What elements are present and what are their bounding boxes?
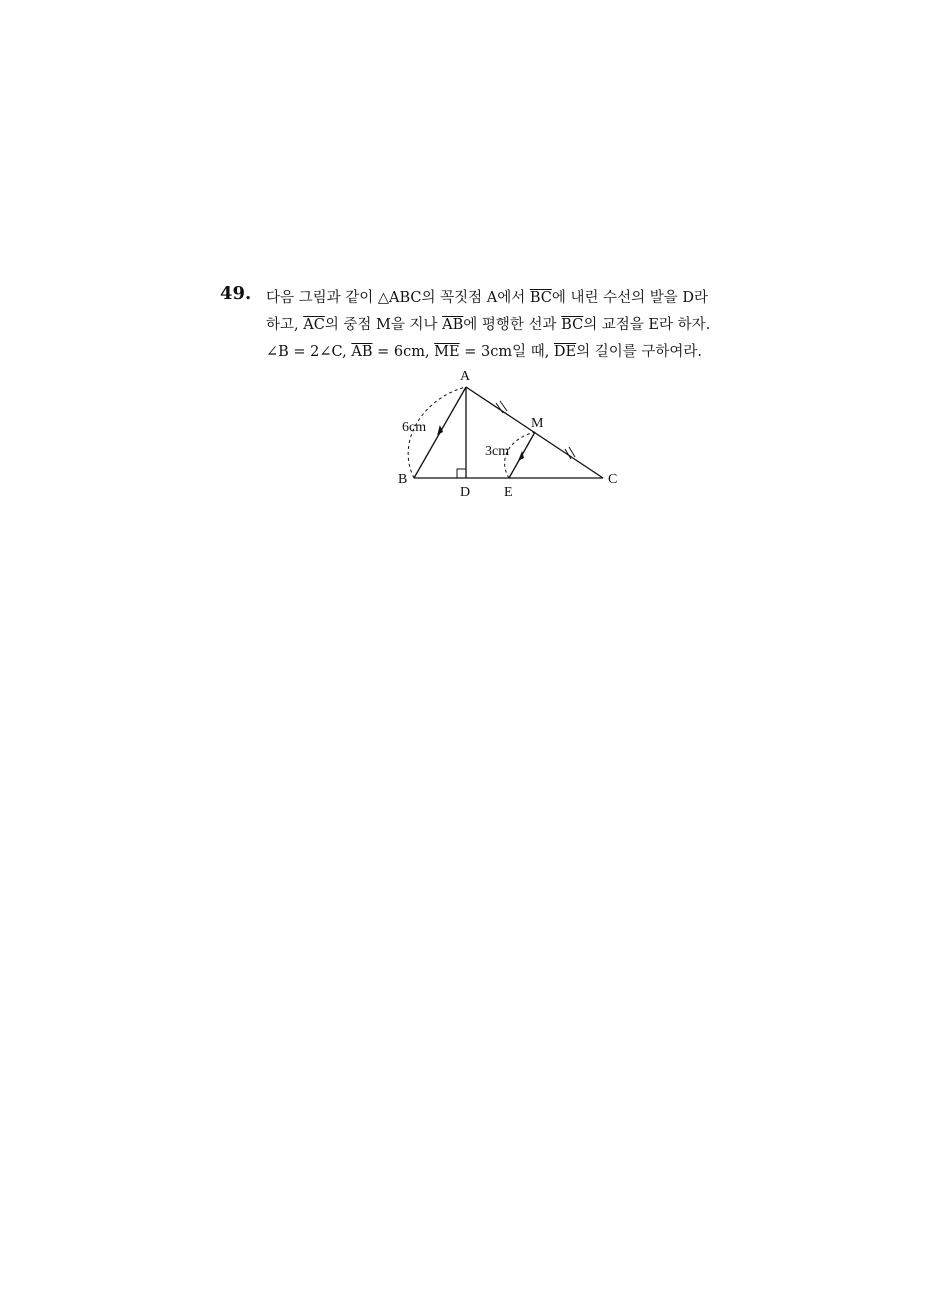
label-me-length: 3cm (485, 444, 510, 459)
text-fragment: ∠B = 2∠C, (266, 344, 352, 360)
statement-line-2 (266, 312, 786, 339)
text-fragment: 하고, (266, 317, 304, 333)
label-b: B (398, 472, 408, 487)
label-a: A (460, 369, 471, 384)
statement-line-1 (266, 285, 786, 312)
segment-ac: $\overline{AC}$ (303, 317, 325, 333)
text-fragment: 의 중점 M을 지나 (324, 317, 443, 333)
label-d: D (460, 485, 471, 500)
triangle-figure (390, 365, 630, 509)
label-m: M (531, 416, 544, 431)
problem-number: 49. (220, 283, 252, 304)
tick-mark-am (496, 401, 507, 413)
label-c: C (608, 472, 618, 487)
problem-statement (266, 285, 786, 366)
triangle-diagram (390, 365, 630, 505)
segment-me: $\overline{ME}$ (434, 344, 460, 360)
segment-de: $\overline{DE}$ (553, 344, 577, 360)
text-fragment: 의 교점을 E라 하자. (583, 317, 711, 333)
text-fragment: 다음 그림과 같이 △ABC의 꼭짓점 A에서 (266, 290, 530, 306)
label-ab-length: 6cm (402, 420, 427, 435)
segment-ab: $\overline{AB}$ (351, 344, 373, 360)
label-e: E (504, 485, 513, 500)
text-fragment: 의 길이를 구하여라. (576, 344, 703, 360)
text-fragment: = 6cm, (372, 344, 435, 360)
segment-bc: $\overline{BC}$ (529, 290, 552, 306)
text-fragment: 에 내린 수선의 발을 D라 (551, 290, 709, 306)
statement-line-3 (266, 339, 786, 366)
segment-bc: $\overline{BC}$ (561, 317, 584, 333)
segment-ab: $\overline{AB}$ (442, 317, 464, 333)
text-fragment: 에 평행한 선과 (463, 317, 562, 333)
right-angle-mark (457, 469, 466, 478)
text-fragment: = 3cm일 때, (459, 344, 554, 360)
